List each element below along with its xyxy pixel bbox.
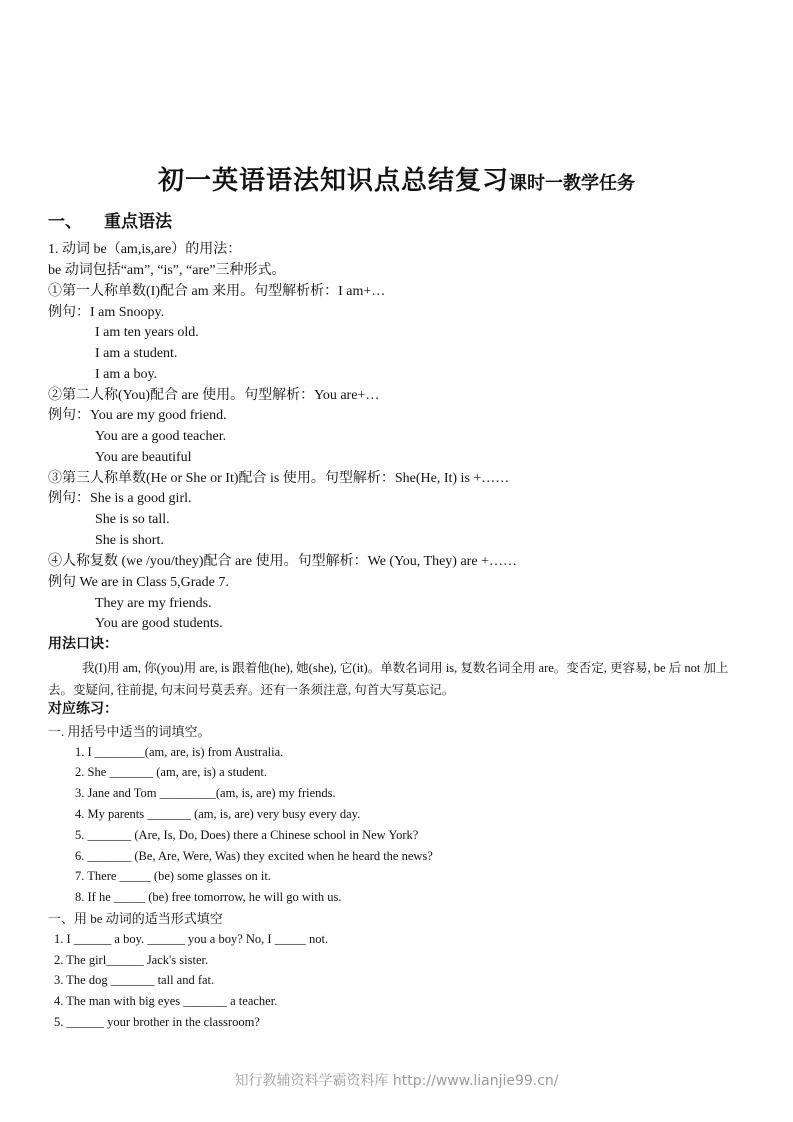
text-line: You are a good teacher. xyxy=(95,429,227,444)
exercise1-instruction: 一. 用括号中适当的词填空。 xyxy=(48,724,211,739)
text-line: 例句 We are in Class 5,Grade 7. xyxy=(48,575,229,590)
text-line: I am a student. xyxy=(95,346,178,361)
exercise-item: 5. _______ (Are, Is, Do, Does) there a Chinese school in New York? xyxy=(75,828,419,842)
exercise-item: 1. I ________(am, are, is) from Australia. xyxy=(75,745,284,759)
title-sub: 课时一教学任务 xyxy=(509,173,635,193)
section-heading xyxy=(48,207,172,232)
exercise-item: 7. There _____ (be) some glasses on it. xyxy=(75,869,271,883)
usage-paragraph xyxy=(48,657,748,701)
page-title xyxy=(0,160,793,197)
exercise-item: 8. If he _____ (be) free tomorrow, he will go with us. xyxy=(75,890,342,904)
usage-text: 我(I)用 am, 你(you)用 are, is 跟着他(he), 她(she), 它(it)。单数名词用 is, 复数名词全用 are。变否定, 更容易, be 后 not 加上去。变疑问, 往前提, 句末问号莫丢弃。还有一条须注意, 句首大写莫忘记。 xyxy=(48,661,729,697)
footer-watermark: 知行教辅资料学霸资料库 http://www.lianjie99.cn/ xyxy=(234,1073,559,1089)
exercise-item: 2. She _______ (am, are, is) a student. xyxy=(75,765,267,779)
text-line: ④人称复数 (we /you/they)配合 are 使用。句型解析：We (You, They) are +…… xyxy=(48,554,517,569)
text-line: You are beautiful xyxy=(95,450,192,465)
text-line: I am a boy. xyxy=(95,367,158,382)
text-line: They are my friends. xyxy=(95,596,212,611)
exercise2-instruction: 一、用 be 动词的适当形式填空 xyxy=(48,911,223,926)
section-label: 重点语法 xyxy=(104,212,172,231)
usage-heading: 用法口诀： xyxy=(48,637,118,652)
exercise-item: 1. I ______ a boy. ______ you a boy? No, I _____ not. xyxy=(54,932,329,946)
text-line: She is so tall. xyxy=(95,512,170,527)
text-line: be 动词包括“am”, “is”, “are”三种形式。 xyxy=(48,263,286,278)
section-number: 一、 xyxy=(48,212,82,231)
exercise-item: 5. ______ your brother in the classroom? xyxy=(54,1015,260,1029)
exercise-item: 4. The man with big eyes _______ a teacher. xyxy=(54,994,278,1008)
exercise-item: 3. Jane and Tom _________(am, is, are) my friends. xyxy=(75,786,336,800)
text-line: ②第二人称(You)配合 are 使用。句型解析：You are+… xyxy=(48,388,380,403)
exercise-item: 3. The dog _______ tall and fat. xyxy=(54,973,215,987)
text-line: ①第一人称单数(I)配合 am 来用。句型解析析：I am+… xyxy=(48,284,386,299)
practice-heading: 对应练习： xyxy=(48,702,118,717)
text-line: 1. 动词 be（am,is,are）的用法： xyxy=(48,242,242,257)
text-line: 例句：She is a good girl. xyxy=(48,491,192,506)
text-line: You are good students. xyxy=(95,616,223,631)
text-line: I am ten years old. xyxy=(95,325,199,340)
text-line: She is short. xyxy=(95,533,164,548)
text-line: 例句：I am Snoopy. xyxy=(48,305,165,320)
text-line: ③第三人称单数(He or She or It)配合 is 使用。句型解析：She(He, It) is +…… xyxy=(48,471,510,486)
exercise-item: 6. _______ (Be, Are, Were, Was) they excited when he heard the news? xyxy=(75,849,433,863)
exercise-item: 2. The girl______ Jack's sister. xyxy=(54,953,209,967)
text-line: 例句：You are my good friend. xyxy=(48,408,227,423)
exercise-item: 4. My parents _______ (am, is, are) very busy every day. xyxy=(75,807,361,821)
title-main: 初一英语语法知识点总结复习 xyxy=(157,166,509,195)
